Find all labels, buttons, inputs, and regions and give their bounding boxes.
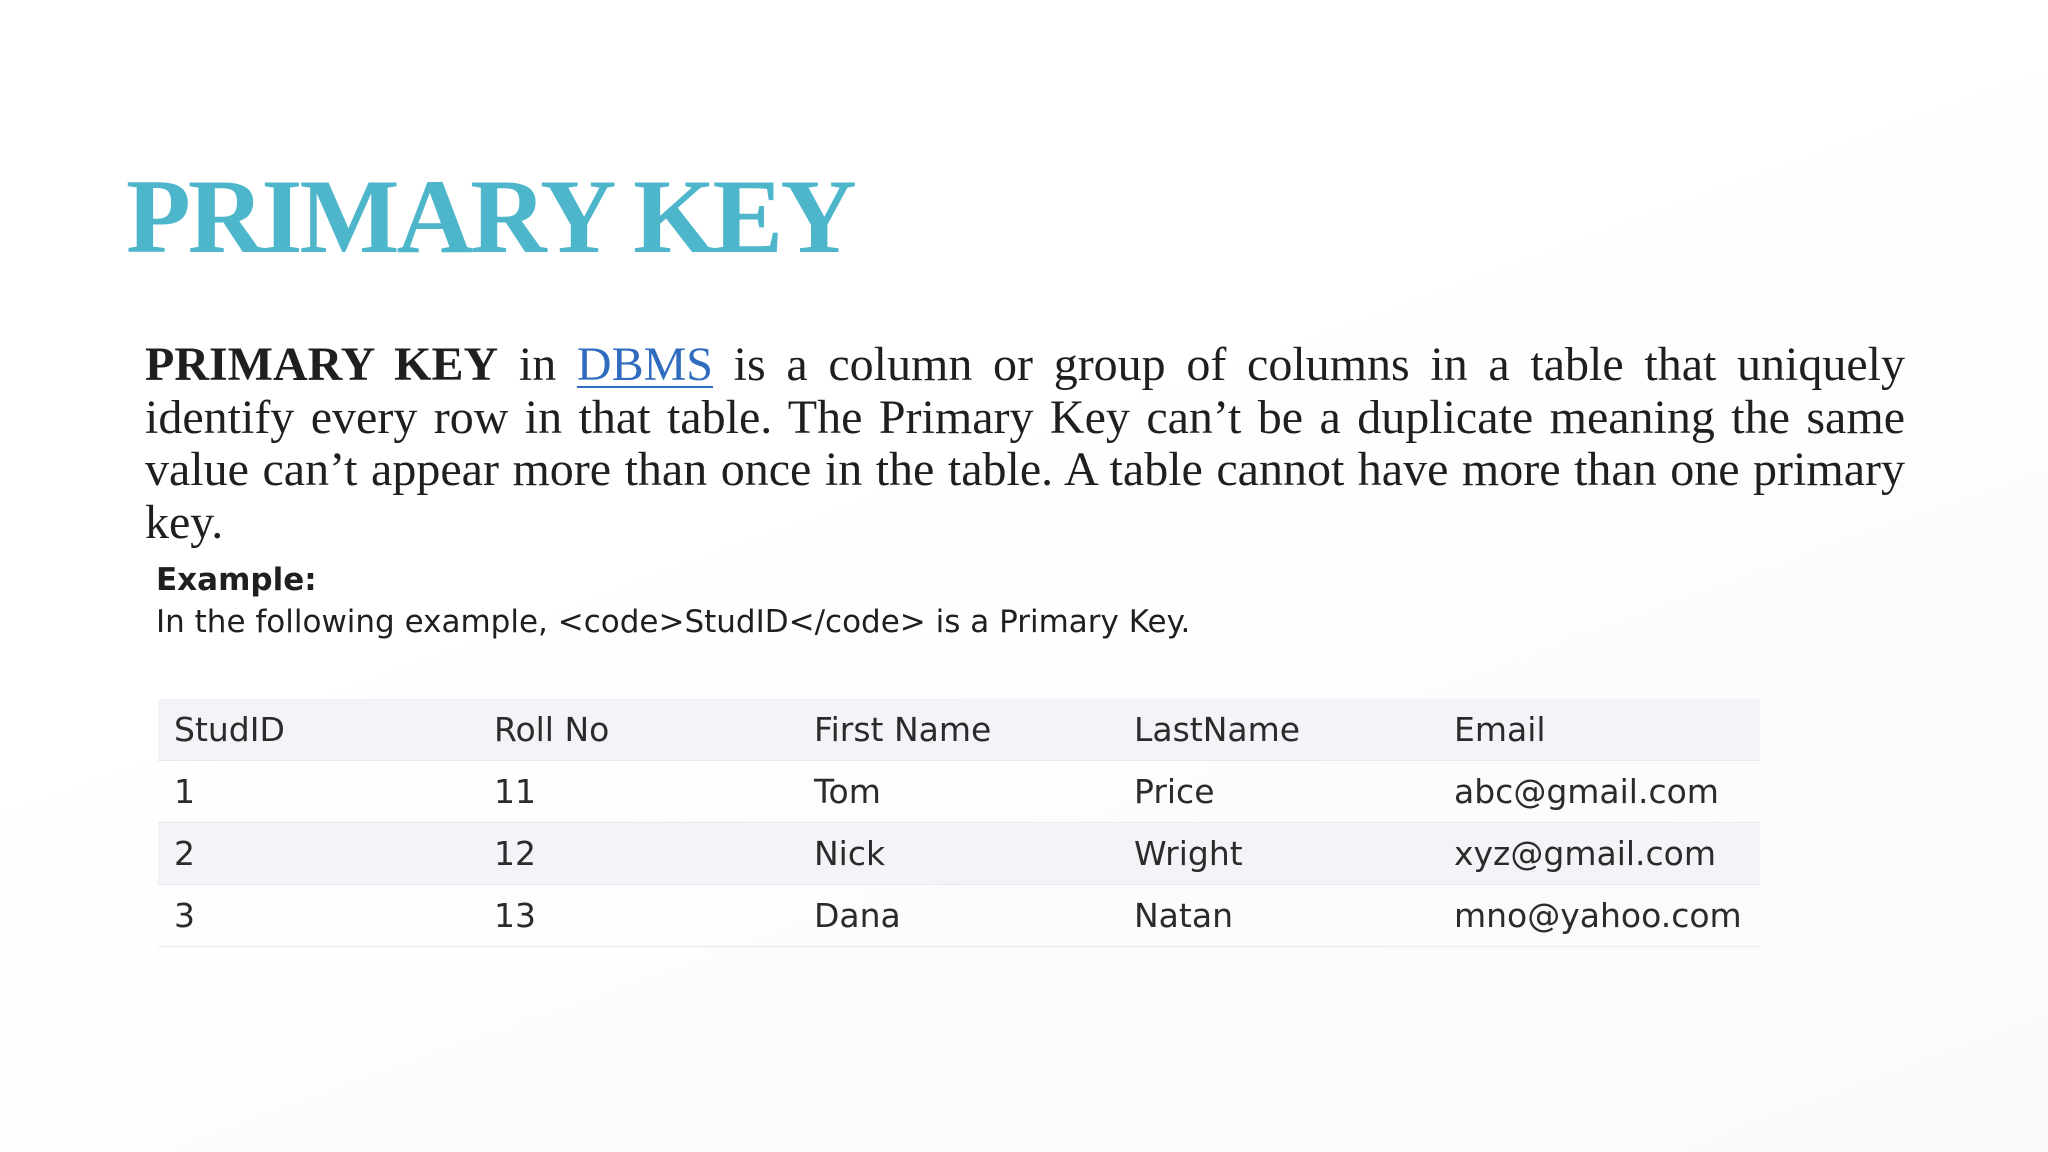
cell-first-name: Nick: [798, 823, 1118, 885]
cell-roll-no: 12: [478, 823, 798, 885]
cell-roll-no: 11: [478, 761, 798, 823]
cell-first-name: Dana: [798, 885, 1118, 947]
cell-roll-no: 13: [478, 885, 798, 947]
cell-email: xyz@gmail.com: [1438, 823, 1760, 885]
table-row: [158, 761, 1760, 823]
cell-last-name: Natan: [1118, 885, 1438, 947]
definition-pre-link: in: [498, 338, 577, 391]
students-table: [158, 699, 1760, 947]
cell-studid: 2: [158, 823, 478, 885]
cell-last-name: Wright: [1118, 823, 1438, 885]
definition-lead-term: PRIMARY KEY: [145, 338, 499, 391]
definition-paragraph: [145, 339, 1905, 549]
header-studid: StudID: [158, 699, 478, 761]
header-first-name: First Name: [798, 699, 1118, 761]
cell-email: mno@yahoo.com: [1438, 885, 1760, 947]
header-email: Email: [1438, 699, 1760, 761]
header-roll-no: Roll No: [478, 699, 798, 761]
slide-title: PRIMARY KEY: [126, 158, 854, 275]
cell-studid: 3: [158, 885, 478, 947]
example-text: In the following example, <code>StudID</code> is a Primary Key.: [156, 604, 1191, 640]
example-label: Example:: [156, 562, 317, 598]
table-header-row: [158, 699, 1760, 761]
cell-first-name: Tom: [798, 761, 1118, 823]
table-row: [158, 885, 1760, 947]
cell-email: abc@gmail.com: [1438, 761, 1760, 823]
students-table-container: [158, 699, 1760, 947]
dbms-link[interactable]: DBMS: [576, 338, 713, 391]
definition-body: is a column or group of columns in a table that uniquely identify every row in that table. The Primary Key can’t be a duplicate meaning the same value can’t appear more than once in the table. A table cannot have more than one primary key.: [145, 338, 1906, 549]
header-last-name: LastName: [1118, 699, 1438, 761]
cell-last-name: Price: [1118, 761, 1438, 823]
table-row: [158, 823, 1760, 885]
cell-studid: 1: [158, 761, 478, 823]
